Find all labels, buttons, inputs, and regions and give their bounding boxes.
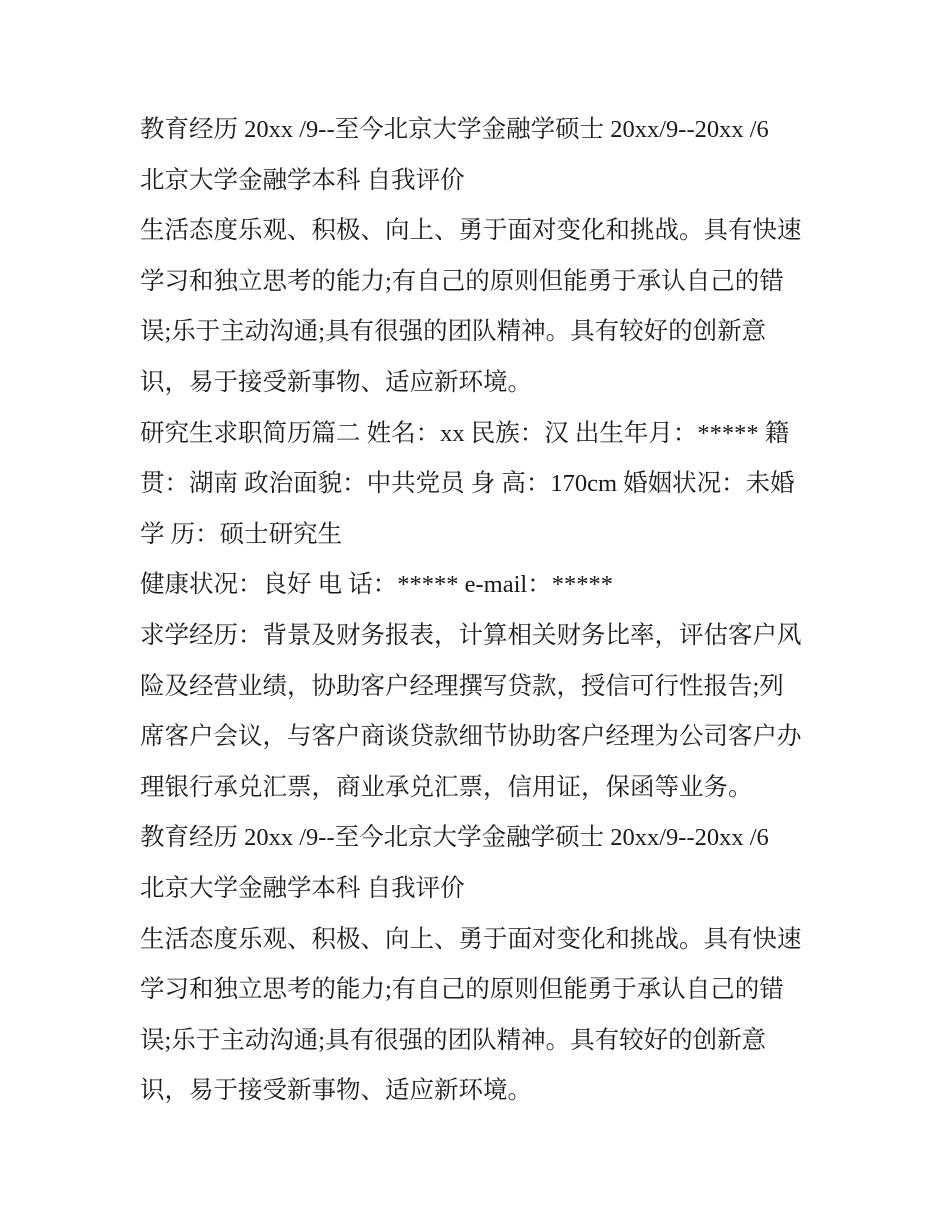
text-line: 学 历：硕士研究生 <box>140 520 343 548</box>
text-line: 北京大学金融学本科 自我评价 <box>140 875 465 902</box>
text-line: 健康状况：良好 电 话：***** e-mail：***** <box>140 571 613 599</box>
text-line: 教育经历 20xx /9--至今北京大学金融学硕士 20xx/9--20xx /6 <box>140 116 769 143</box>
text-line: 险及经营业绩，协助客户经理撰写贷款，授信可行性报告;列 <box>140 672 784 700</box>
text-line: 研究生求职简历篇二 姓名：xx 民族：汉 出生年月：***** 籍 <box>140 419 790 447</box>
text-line: 学习和独立思考的能力;有自己的原则但能勇于承认自己的错 <box>140 976 784 1004</box>
text-line: 贯：湖南 政治面貌：中共党员 身 高：170cm 婚姻状况：未婚 <box>140 470 795 498</box>
text-line: 识，易于接受新事物、适应新环境。 <box>140 369 532 396</box>
text-line: 求学经历：背景及财务报表，计算相关财务比率，评估客户风 <box>140 622 802 649</box>
text-line: 识，易于接受新事物、适应新环境。 <box>140 1077 532 1105</box>
text-line: 教育经历 20xx /9--至今北京大学金融学硕士 20xx/9--20xx /6 <box>140 824 769 852</box>
text-line: 理银行承兑汇票，商业承兑汇票，信用证，保函等业务。 <box>140 773 753 801</box>
text-line: 学习和独立思考的能力;有自己的原则但能勇于承认自己的错 <box>140 267 784 295</box>
text-line: 生活态度乐观、积极、向上、勇于面对变化和挑战。具有快速 <box>140 217 802 245</box>
text-line: 误;乐于主动沟通;具有很强的团队精神。具有较好的创新意 <box>140 318 767 346</box>
text-line: 生活态度乐观、积极、向上、勇于面对变化和挑战。具有快速 <box>140 925 802 953</box>
text-line: 误;乐于主动沟通;具有很强的团队精神。具有较好的创新意 <box>140 1026 767 1054</box>
text-line: 席客户会议，与客户商谈贷款细节协助客户经理为公司客户办 <box>140 723 802 751</box>
text-line: 北京大学金融学本科 自我评价 <box>140 166 465 194</box>
